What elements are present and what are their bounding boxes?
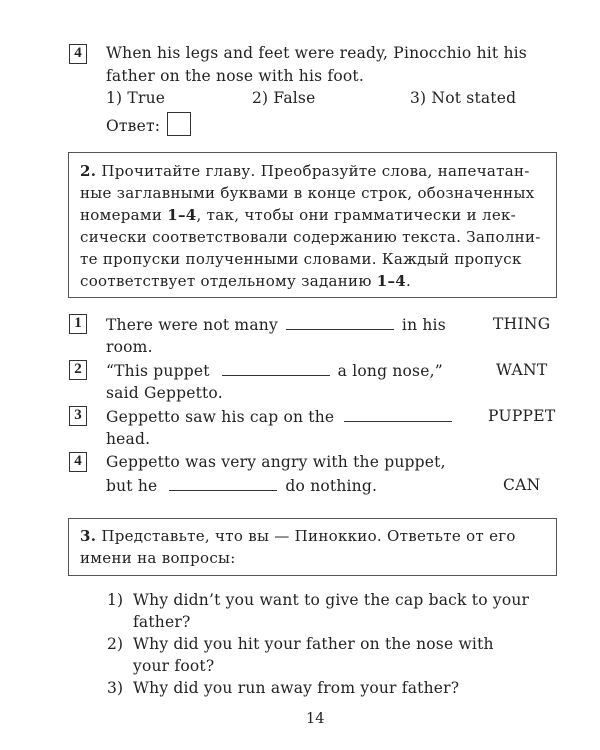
keyword: WANT [496, 361, 548, 379]
question-number-box: 4 [69, 44, 87, 64]
question-text-line: When his legs and feet were ready, Pinocchio hit his [106, 44, 527, 62]
answer-blank[interactable] [344, 405, 452, 422]
item-line [106, 313, 446, 336]
item-text: but he [106, 477, 158, 495]
instr-line: имени на вопросы: [80, 549, 236, 567]
question-label: 1) [107, 591, 124, 609]
item-line [106, 405, 460, 428]
instr-line: , так, чтобы они грамматически и лек- [196, 206, 517, 224]
question-text: Why didn’t you want to give the cap back to your [133, 591, 530, 609]
item-line: Geppetto was very angry with the puppet, [106, 453, 446, 471]
keyword: PUPPET [488, 407, 556, 425]
question-text: Why did you run away from your father? [133, 679, 460, 697]
option-not-stated: 3) Not stated [410, 89, 517, 107]
answer-box[interactable] [167, 112, 191, 136]
question-label: 2) [107, 635, 124, 653]
range-label: 1–4 [167, 206, 197, 224]
item-number-box: 1 [69, 314, 87, 334]
question-text-line: father on the nose with his foot. [106, 67, 364, 85]
question-label: 3) [107, 679, 124, 697]
instr-line: Прочитайте главу. Преобразуйте слова, напечатан- [101, 162, 530, 180]
item-line: room. [106, 338, 153, 356]
item-text: Geppetto saw his cap on the [106, 408, 335, 426]
keyword: CAN [503, 476, 541, 494]
question-text: Why did you hit your father on the nose with [133, 635, 494, 653]
task3-instruction [80, 525, 545, 569]
item-line [106, 359, 443, 382]
task2-instruction [80, 160, 545, 292]
item-line [106, 474, 377, 497]
task-number: 2. [80, 162, 97, 180]
question-text: your foot? [133, 657, 215, 675]
question-text: father? [133, 613, 191, 631]
instr-line: те пропуски полученными словами. Каждый пропуск [80, 250, 522, 268]
instr-line: ные заглавными буквами в конце строк, обозначенных [80, 184, 535, 202]
instr-line: сически соответствовали содержанию текста. Заполни- [80, 228, 541, 246]
item-text: There were not many [106, 316, 278, 334]
instr-line: Представьте, что вы — Пиноккио. Ответьте от его [101, 527, 516, 545]
answer-blank[interactable] [169, 474, 277, 491]
item-number-box: 2 [69, 360, 87, 380]
item-line: head. [106, 430, 151, 448]
range-label: 1–4 [376, 272, 407, 290]
page-number: 14 [306, 711, 325, 727]
item-line: said Geppetto. [106, 384, 223, 402]
instr-line: . [406, 272, 412, 290]
item-number-box: 3 [69, 406, 87, 426]
item-text: in his [401, 316, 446, 334]
answer-blank[interactable] [286, 313, 394, 330]
item-text: do nothing. [285, 477, 378, 495]
option-true: 1) True [106, 89, 166, 107]
item-number-box: 4 [69, 452, 87, 472]
instr-line: номерами [80, 206, 163, 224]
instr-line: соответствует отдельному заданию [80, 272, 372, 290]
keyword: THING [493, 315, 551, 333]
answer-label: Ответ: [106, 117, 161, 135]
task-number: 3. [80, 527, 97, 545]
option-false: 2) False [252, 89, 316, 107]
answer-blank[interactable] [222, 359, 330, 376]
item-text: a long nose,” [337, 362, 443, 380]
item-text: “This puppet [106, 362, 210, 380]
